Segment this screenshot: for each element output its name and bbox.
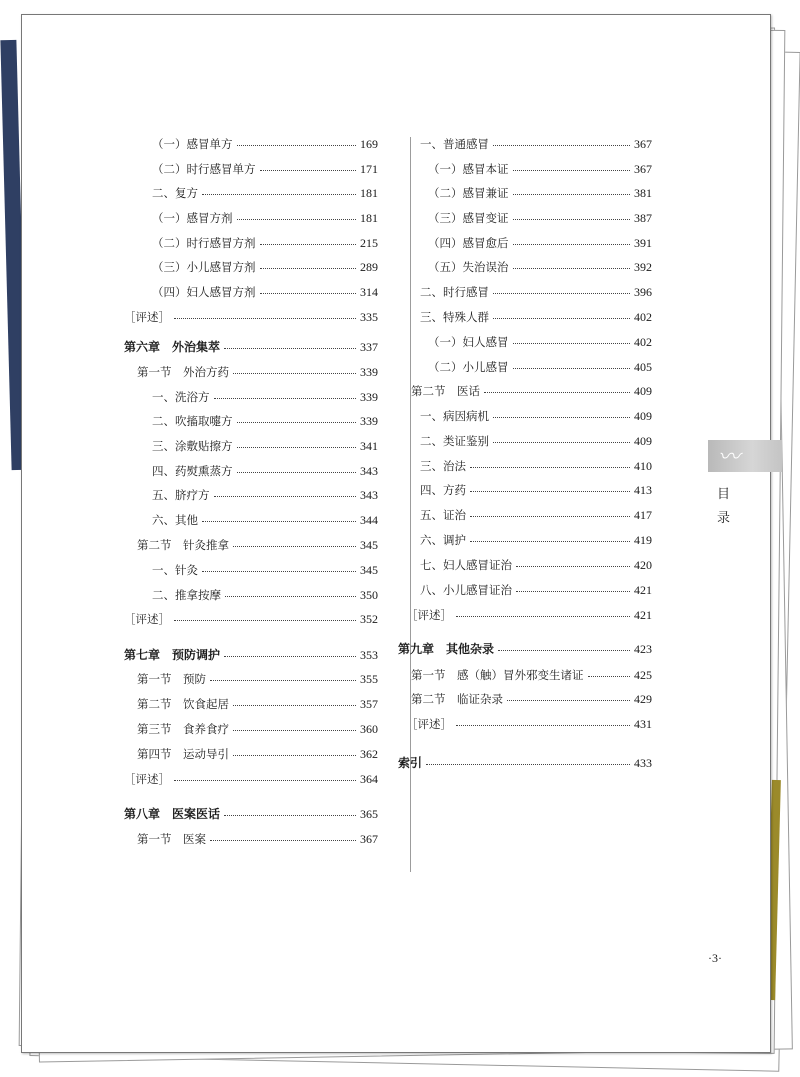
- entry-page-number: 409: [634, 434, 652, 448]
- dot-leader: [470, 541, 630, 542]
- entry-title: ［评述］: [124, 771, 170, 786]
- entry-title: ［评述］: [406, 716, 452, 731]
- entry-title: （一）感冒本证: [428, 161, 509, 176]
- right-entry[interactable]: [420, 402, 652, 422]
- entry-page-number: 421: [634, 608, 652, 622]
- entry-title: 二、吹搐取嚏方: [152, 413, 233, 428]
- dot-leader: [588, 676, 631, 677]
- dot-leader: [507, 700, 630, 701]
- right-entry[interactable]: [428, 353, 652, 373]
- entry-page-number: 387: [634, 211, 652, 225]
- entry-page-number: 402: [634, 335, 652, 349]
- dot-leader: [224, 815, 356, 816]
- left-entry[interactable]: [152, 432, 378, 452]
- entry-title: （二）小儿感冒: [428, 359, 509, 374]
- entry-page-number: 181: [360, 186, 378, 200]
- entry-title: （一）妇人感冒: [428, 334, 509, 349]
- entry-page-number: 433: [634, 756, 652, 770]
- dot-leader: [174, 620, 356, 621]
- dot-leader: [493, 442, 630, 443]
- dot-leader: [513, 194, 631, 195]
- right-entry[interactable]: [411, 661, 652, 681]
- entry-title: 第八章 医案医话: [124, 807, 221, 821]
- entry-title: 二、推拿按摩: [152, 587, 221, 602]
- entry-title: 七、妇人感冒证治: [420, 557, 512, 572]
- entry-page-number: 405: [634, 360, 652, 374]
- dot-leader: [233, 755, 356, 756]
- right-entry[interactable]: [411, 377, 652, 397]
- entry-page-number: 341: [360, 439, 378, 453]
- entry-title: （二）时行感冒方剂: [152, 235, 256, 250]
- side-label-char-1: 目: [717, 487, 731, 502]
- entry-page-number: 352: [360, 612, 378, 626]
- entry-page-number: 419: [634, 533, 652, 547]
- entry-title: 一、针灸: [152, 562, 198, 577]
- entry-title: 三、涂敷贴擦方: [152, 438, 233, 453]
- left-entry[interactable]: [152, 253, 378, 273]
- entry-page-number: 337: [360, 340, 378, 354]
- left-entry[interactable]: [124, 800, 378, 820]
- left-entry[interactable]: [152, 581, 378, 601]
- entry-page-number: 355: [360, 672, 378, 686]
- entry-page-number: 410: [634, 459, 652, 473]
- entry-page-number: 339: [360, 365, 378, 379]
- right-entry[interactable]: [428, 155, 652, 175]
- dot-leader: [174, 780, 356, 781]
- entry-page-number: 343: [360, 464, 378, 478]
- dot-leader: [493, 293, 630, 294]
- entry-page-number: 343: [360, 488, 378, 502]
- entry-page-number: 362: [360, 747, 378, 761]
- entry-title: 索引: [398, 756, 423, 770]
- entry-page-number: 345: [360, 538, 378, 552]
- entry-title: 一、病因病机: [420, 408, 489, 423]
- dot-leader: [513, 244, 631, 245]
- dot-leader: [260, 170, 357, 171]
- entry-title: （二）感冒兼证: [428, 185, 509, 200]
- entry-title: 二、复方: [152, 185, 198, 200]
- dot-leader: [210, 680, 356, 681]
- entry-page-number: 367: [360, 832, 378, 846]
- entry-page-number: 420: [634, 558, 652, 572]
- page-number: ·3·: [708, 951, 722, 965]
- entry-title: 第九章 其他杂录: [398, 642, 495, 656]
- dot-leader: [498, 650, 630, 651]
- dot-leader: [456, 616, 630, 617]
- entry-title: （五）失治误治: [428, 259, 509, 274]
- dot-leader: [260, 268, 357, 269]
- entry-title: 一、普通感冒: [420, 136, 489, 151]
- right-entry[interactable]: [428, 328, 652, 348]
- entry-title: 三、特殊人群: [420, 309, 489, 324]
- dot-leader: [493, 145, 630, 146]
- entry-page-number: 402: [634, 310, 652, 324]
- entry-title: 第二节 饮食起居: [137, 696, 229, 711]
- dot-leader: [214, 398, 357, 399]
- entry-page-number: 423: [634, 642, 652, 656]
- entry-page-number: 339: [360, 390, 378, 404]
- dot-leader: [214, 496, 357, 497]
- left-entry[interactable]: [152, 278, 378, 298]
- entry-title: ［评述］: [124, 611, 170, 626]
- dot-leader: [233, 373, 356, 374]
- left-entry[interactable]: [152, 229, 378, 249]
- left-entry[interactable]: [152, 204, 378, 224]
- left-entry[interactable]: [137, 358, 378, 378]
- entry-title: 四、方药: [420, 482, 466, 497]
- toc-page: [21, 14, 771, 1053]
- dot-leader: [174, 318, 356, 319]
- right-entry[interactable]: [428, 204, 652, 224]
- left-entry[interactable]: [124, 333, 378, 353]
- entry-page-number: 350: [360, 588, 378, 602]
- entry-title: （三）小儿感冒方剂: [152, 259, 256, 274]
- entry-page-number: 367: [634, 137, 652, 151]
- entry-title: 六、调护: [420, 532, 466, 547]
- entry-page-number: 171: [360, 162, 378, 176]
- entry-title: 第一节 外治方药: [137, 364, 229, 379]
- dot-leader: [237, 472, 357, 473]
- entry-page-number: 314: [360, 285, 378, 299]
- right-entry[interactable]: [420, 526, 652, 546]
- right-entry[interactable]: [420, 427, 652, 447]
- dot-leader: [470, 491, 630, 492]
- dot-leader: [456, 725, 630, 726]
- left-entry[interactable]: [152, 155, 378, 175]
- entry-page-number: 360: [360, 722, 378, 736]
- dot-leader: [224, 656, 356, 657]
- dot-leader: [513, 268, 631, 269]
- dot-leader: [426, 764, 630, 765]
- entry-title: 第六章 外治集萃: [124, 340, 221, 354]
- entry-page-number: 396: [634, 285, 652, 299]
- dot-leader: [202, 194, 356, 195]
- dot-leader: [202, 571, 356, 572]
- entry-title: 第二节 针灸推拿: [137, 537, 229, 552]
- left-entry[interactable]: [124, 765, 378, 785]
- dot-leader: [225, 596, 356, 597]
- entry-page-number: 181: [360, 211, 378, 225]
- entry-title: （一）感冒单方: [152, 136, 233, 151]
- entry-page-number: 409: [634, 409, 652, 423]
- entry-title: 八、小儿感冒证治: [420, 582, 512, 597]
- entry-page-number: 215: [360, 236, 378, 250]
- entry-title: ［评述］: [406, 607, 452, 622]
- entry-page-number: 357: [360, 697, 378, 711]
- dot-leader: [237, 447, 357, 448]
- entry-page-number: 365: [360, 807, 378, 821]
- entry-page-number: 417: [634, 508, 652, 522]
- left-entry[interactable]: [137, 740, 378, 760]
- entry-page-number: 335: [360, 310, 378, 324]
- dot-leader: [260, 293, 357, 294]
- entry-title: 一、洗浴方: [152, 389, 210, 404]
- right-entry[interactable]: [420, 303, 652, 323]
- right-entry[interactable]: [420, 476, 652, 496]
- dot-leader: [516, 566, 630, 567]
- entry-title: 第一节 感（触）冒外邪变生诸证: [411, 667, 584, 682]
- right-entry[interactable]: [406, 601, 652, 621]
- dot-leader: [513, 343, 631, 344]
- entry-page-number: 421: [634, 583, 652, 597]
- dot-leader: [516, 591, 630, 592]
- left-entry[interactable]: [137, 531, 378, 551]
- dot-leader: [237, 145, 357, 146]
- right-entry[interactable]: [420, 551, 652, 571]
- entry-page-number: 392: [634, 260, 652, 274]
- decorative-calligraphy-banner: 〰: [708, 440, 782, 472]
- entry-title: （四）感冒愈后: [428, 235, 509, 250]
- entry-title: 五、证治: [420, 507, 466, 522]
- dot-leader: [237, 219, 357, 220]
- entry-page-number: 353: [360, 648, 378, 662]
- right-entry[interactable]: [398, 749, 652, 769]
- right-entry[interactable]: [420, 501, 652, 521]
- entry-title: 五、脐疗方: [152, 487, 210, 502]
- entry-title: 第二节 医话: [411, 383, 480, 398]
- left-entry[interactable]: [152, 383, 378, 403]
- left-entry[interactable]: [124, 605, 378, 625]
- left-entry[interactable]: [152, 179, 378, 199]
- entry-page-number: 367: [634, 162, 652, 176]
- dot-leader: [233, 546, 356, 547]
- right-entry[interactable]: [428, 253, 652, 273]
- entry-page-number: 381: [634, 186, 652, 200]
- left-entry[interactable]: [152, 407, 378, 427]
- right-entry[interactable]: [428, 179, 652, 199]
- left-entry[interactable]: [137, 665, 378, 685]
- right-entry[interactable]: [398, 635, 652, 655]
- right-entry[interactable]: [406, 710, 652, 730]
- entry-page-number: 409: [634, 384, 652, 398]
- entry-title: 三、治法: [420, 458, 466, 473]
- entry-page-number: 431: [634, 717, 652, 731]
- entry-title: 第七章 预防调护: [124, 648, 221, 662]
- dot-leader: [493, 417, 630, 418]
- dot-leader: [470, 516, 630, 517]
- side-label-char-2: 录: [717, 511, 731, 526]
- dot-leader: [233, 730, 356, 731]
- entry-page-number: 345: [360, 563, 378, 577]
- entry-title: 六、其他: [152, 512, 198, 527]
- left-entry[interactable]: [152, 457, 378, 477]
- dot-leader: [470, 467, 630, 468]
- entry-page-number: 169: [360, 137, 378, 151]
- entry-page-number: 364: [360, 772, 378, 786]
- entry-title: 二、时行感冒: [420, 284, 489, 299]
- entry-page-number: 339: [360, 414, 378, 428]
- dot-leader: [233, 705, 356, 706]
- left-entry[interactable]: [152, 506, 378, 526]
- dot-leader: [493, 318, 630, 319]
- dot-leader: [260, 244, 357, 245]
- entry-title: （二）时行感冒单方: [152, 161, 256, 176]
- dot-leader: [513, 219, 631, 220]
- left-entry[interactable]: [137, 715, 378, 735]
- entry-title: 二、类证鉴别: [420, 433, 489, 448]
- entry-page-number: 429: [634, 692, 652, 706]
- right-entry[interactable]: [428, 229, 652, 249]
- dot-leader: [237, 422, 357, 423]
- left-entry[interactable]: [124, 641, 378, 661]
- entry-title: （一）感冒方剂: [152, 210, 233, 225]
- entry-title: （四）妇人感冒方剂: [152, 284, 256, 299]
- entry-title: 第一节 医案: [137, 831, 206, 846]
- right-entry[interactable]: [420, 130, 652, 150]
- entry-title: 四、药熨熏蒸方: [152, 463, 233, 478]
- entry-page-number: 391: [634, 236, 652, 250]
- entry-title: 第三节 食养食疗: [137, 721, 229, 736]
- entry-page-number: 413: [634, 483, 652, 497]
- right-entry[interactable]: [420, 576, 652, 596]
- entry-title: 第四节 运动导引: [137, 746, 229, 761]
- entry-page-number: 289: [360, 260, 378, 274]
- dot-leader: [202, 521, 356, 522]
- entry-page-number: 425: [634, 668, 652, 682]
- entry-title: 第一节 预防: [137, 671, 206, 686]
- dot-leader: [513, 170, 631, 171]
- dot-leader: [224, 348, 356, 349]
- left-entry[interactable]: [124, 303, 378, 323]
- left-entry[interactable]: [137, 690, 378, 710]
- left-entry[interactable]: [137, 825, 378, 845]
- left-entry[interactable]: [152, 130, 378, 150]
- entry-title: 第二节 临证杂录: [411, 691, 503, 706]
- left-entry[interactable]: [152, 481, 378, 501]
- dot-leader: [210, 840, 356, 841]
- entry-title: （三）感冒变证: [428, 210, 509, 225]
- dot-leader: [513, 368, 631, 369]
- entry-title: ［评述］: [124, 309, 170, 324]
- left-entry[interactable]: [152, 556, 378, 576]
- right-entry[interactable]: [420, 278, 652, 298]
- dot-leader: [484, 392, 630, 393]
- right-entry[interactable]: [420, 452, 652, 472]
- entry-page-number: 344: [360, 513, 378, 527]
- right-entry[interactable]: [411, 685, 652, 705]
